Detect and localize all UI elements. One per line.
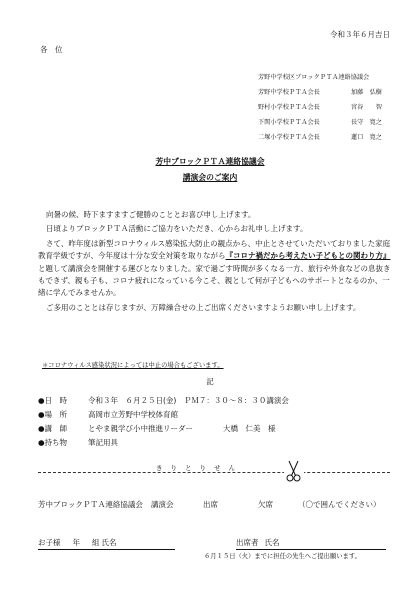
reply-event: 講演会 (151, 500, 174, 509)
absent-option[interactable]: 欠席 (258, 500, 273, 509)
detail-label: ●持ち物 (38, 438, 68, 448)
document-date: 令和３年６月吉日 (330, 30, 390, 39)
lecture-theme: 『コロナ禍だから考えたい子どもとの関わり方』 (225, 251, 391, 261)
sender-list (258, 70, 398, 145)
sender-org: 下関小学校ＰＴＡ会長 (258, 118, 320, 126)
detail-value: 高岡市立芳野中学校体育館 (88, 410, 178, 420)
body-text-part: と題して講演会を開催する運びとなりました。家で過ごす時間が多くなる一方、旅行や外食などの息抜きもできず、親も子も、コロナ疲れになっている今こそ、親として何が子どもへのサポートとなるのか、一緒に学んでみませんか。 (38, 263, 391, 298)
sender-row (258, 115, 398, 130)
sender-row (258, 70, 398, 85)
reply-form-row (38, 500, 398, 509)
cut-line-section (38, 459, 390, 485)
sender-org: 野村小学校ＰＴＡ会長 (258, 103, 320, 111)
covid-note: ＊コロナウィルス感染状況によっては中止の場合もございます。 (42, 362, 224, 369)
detail-row (38, 436, 398, 450)
addressee: 各 位 (40, 45, 63, 54)
detail-value: とやま親学び小中推進リーダー 大橋 仁美 様 (88, 424, 276, 434)
circle-instruction: （〇で囲んでください） (298, 500, 381, 509)
dashed-cut-line (38, 472, 390, 473)
sender-row (258, 100, 398, 115)
attend-option[interactable]: 出席 (203, 500, 218, 509)
sender-org: 芳野中学校区ブロックＰＴＡ連絡協議会 (258, 73, 370, 81)
detail-value: 筆記用具 (88, 438, 118, 448)
guardian-label: 出席者 (236, 538, 259, 547)
detail-row (38, 394, 398, 408)
body-paragraph: 向暑の候、時下ますますご健勝のこととお喜び申し上げます。 (46, 210, 256, 219)
guardian-name-label: 氏名 (264, 538, 280, 547)
class-label: 組 (92, 538, 100, 547)
submission-deadline: ６月１５日（火）までに担任の先生へご提出願います。 (204, 553, 361, 560)
detail-label: ●講 師 (38, 424, 68, 434)
child-name-label: 氏名 (101, 538, 117, 547)
sender-name: 長守 寛之 (351, 118, 382, 126)
sender-row (258, 85, 398, 100)
sender-org: 二塚小学校ＰＴＡ会長 (258, 133, 320, 141)
title-line-2: 講演会のご案内 (182, 172, 238, 182)
child-label: お子様 (38, 538, 61, 547)
cut-line-label: きりとりせん (148, 464, 251, 472)
reply-org: 芳中ブロックＰＴＡ連絡協議会 (38, 500, 143, 509)
detail-label: ●日 時 (38, 396, 68, 406)
detail-row (38, 408, 398, 422)
body-paragraph (38, 238, 394, 300)
body-text (38, 209, 394, 316)
sender-row (258, 130, 398, 145)
scissors-icon (284, 459, 304, 483)
sender-name: 蓮口 寛之 (351, 133, 382, 141)
grade-label: 年 (72, 538, 80, 547)
document-title (0, 157, 420, 182)
detail-label: ●場 所 (38, 410, 68, 420)
guardian-info-field[interactable] (236, 538, 386, 550)
event-details (38, 394, 398, 450)
body-paragraph: ご多用のこととは存じますが、万障繰合せの上ご出席くださいますようお願い申し上げます。 (46, 302, 361, 312)
child-info-field[interactable] (38, 538, 175, 550)
sender-org: 芳野中学校ＰＴＡ会長 (258, 88, 320, 96)
ki-heading: 記 (206, 377, 214, 386)
body-text-part: さて、昨年度は新型コロナウィルス感染拡大防止の観点から、中止とさせていただいておりました家庭教育学級ですが、今年度は十分な安全対策を取りながら (38, 238, 391, 261)
sender-name: 加藤 弘樹 (351, 88, 382, 96)
body-paragraph: 日頃よりブロックＰＴＡ活動にご協力をいただき、心からお礼申し上げます。 (46, 224, 308, 234)
sender-name: 宮谷 智 (351, 103, 382, 111)
detail-row (38, 422, 398, 436)
detail-value: 令和３年 ６月２５日(金) ＰＭ７：３０～８：３０講演会 (88, 396, 289, 406)
title-line-1: 芳中ブロックＰＴＡ連絡協議会 (155, 157, 265, 166)
